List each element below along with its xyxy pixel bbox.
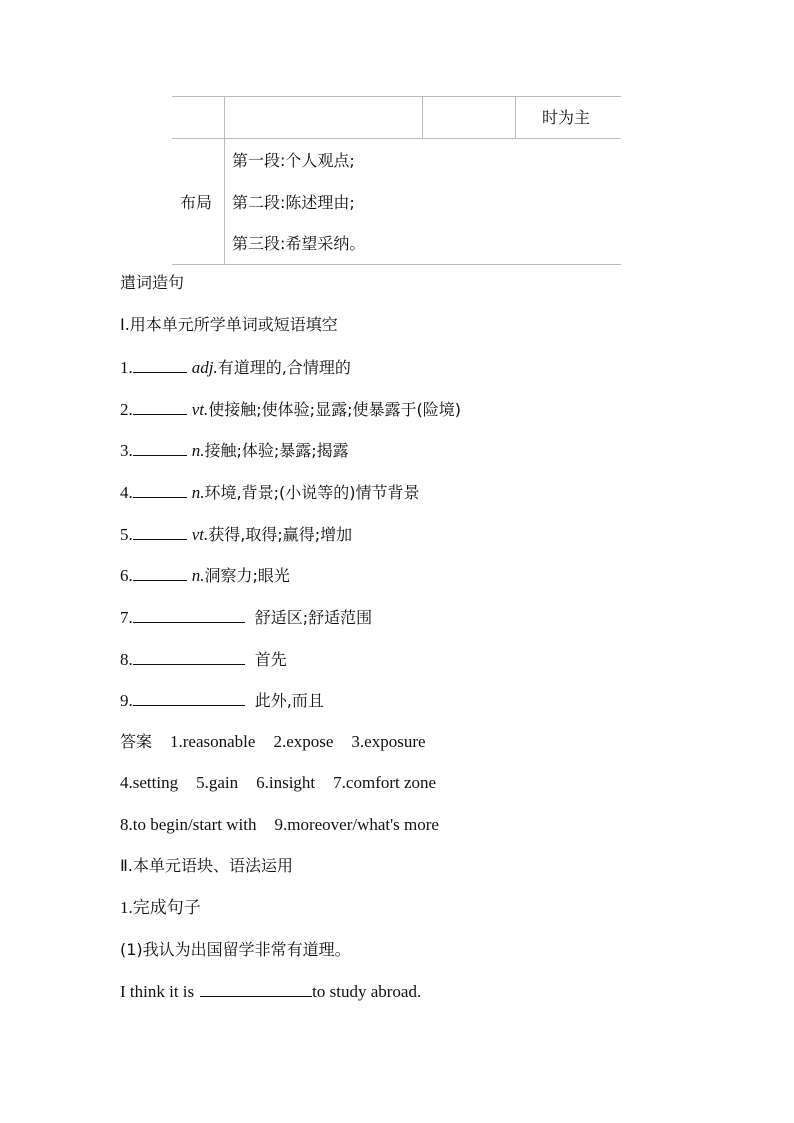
answer-blank (133, 399, 187, 415)
answer: 2.expose (273, 732, 334, 751)
answer: 5.gain (196, 773, 239, 792)
part1-heading: Ⅰ.用本单元所学单词或短语填空 (120, 315, 338, 334)
layout-item: 第三段:希望采纳。 (232, 234, 366, 253)
question-cn: (1)我认为出国留学非常有道理。 (120, 940, 351, 959)
table-cell-text: 时为主 (542, 108, 591, 127)
layout-item: 第二段:陈述理由; (232, 193, 355, 212)
answer: 4.setting (120, 773, 179, 792)
section-title: 遣词造句 (120, 273, 185, 292)
table-divider (224, 139, 225, 264)
table-divider (224, 97, 225, 138)
table-divider (515, 97, 516, 138)
answer: 7.comfort zone (333, 773, 437, 792)
answer-line (120, 815, 439, 835)
answer-blank (133, 357, 187, 373)
answer: 9.moreover/what's more (274, 815, 439, 834)
answer-blank (133, 440, 187, 456)
answer-blank (200, 981, 312, 997)
vocab-item: 5. vt.获得,取得;赢得;增加 (120, 525, 353, 544)
vocab-item: 9. 此外,而且 (120, 691, 324, 710)
vocab-item: 3. n.接触;体验;暴露;揭露 (120, 441, 349, 460)
table-row (172, 97, 621, 139)
vocab-item: 7. 舒适区;舒适范围 (120, 608, 373, 627)
answer-blank (133, 565, 187, 581)
writing-guide-table (172, 96, 621, 265)
answer-blank (133, 524, 187, 540)
answer-blank (133, 690, 245, 706)
question-en: I think it is to study abroad. (120, 982, 422, 1001)
answer-blank (133, 607, 245, 623)
answer: 3.exposure (351, 732, 426, 751)
vocab-item: 1. adj.有道理的,合情理的 (120, 358, 351, 377)
part2-heading: Ⅱ.本单元语块、语法运用 (120, 856, 293, 875)
answer: 8.to begin/start with (120, 815, 257, 834)
vocab-item: 8. 首先 (120, 650, 287, 669)
layout-item: 第一段:个人观点; (232, 151, 355, 170)
vocab-item: 6. n.洞察力;眼光 (120, 566, 290, 585)
answer-blank (133, 649, 245, 665)
table-row (172, 139, 621, 265)
answer: 1.reasonable (170, 732, 256, 751)
vocab-item: 2. vt.使接触;使体验;显露;使暴露于(险境) (120, 400, 461, 419)
layout-label: 布局 (180, 193, 213, 212)
answer-line (120, 773, 436, 793)
answer-blank (133, 482, 187, 498)
part2-subheading: 1.完成句子 (120, 898, 201, 917)
table-divider (422, 97, 423, 138)
answer-line (120, 732, 426, 752)
answer-label: 答案 (120, 732, 153, 751)
answer: 6.insight (256, 773, 316, 792)
vocab-item: 4. n.环境,背景;(小说等的)情节背景 (120, 483, 420, 502)
